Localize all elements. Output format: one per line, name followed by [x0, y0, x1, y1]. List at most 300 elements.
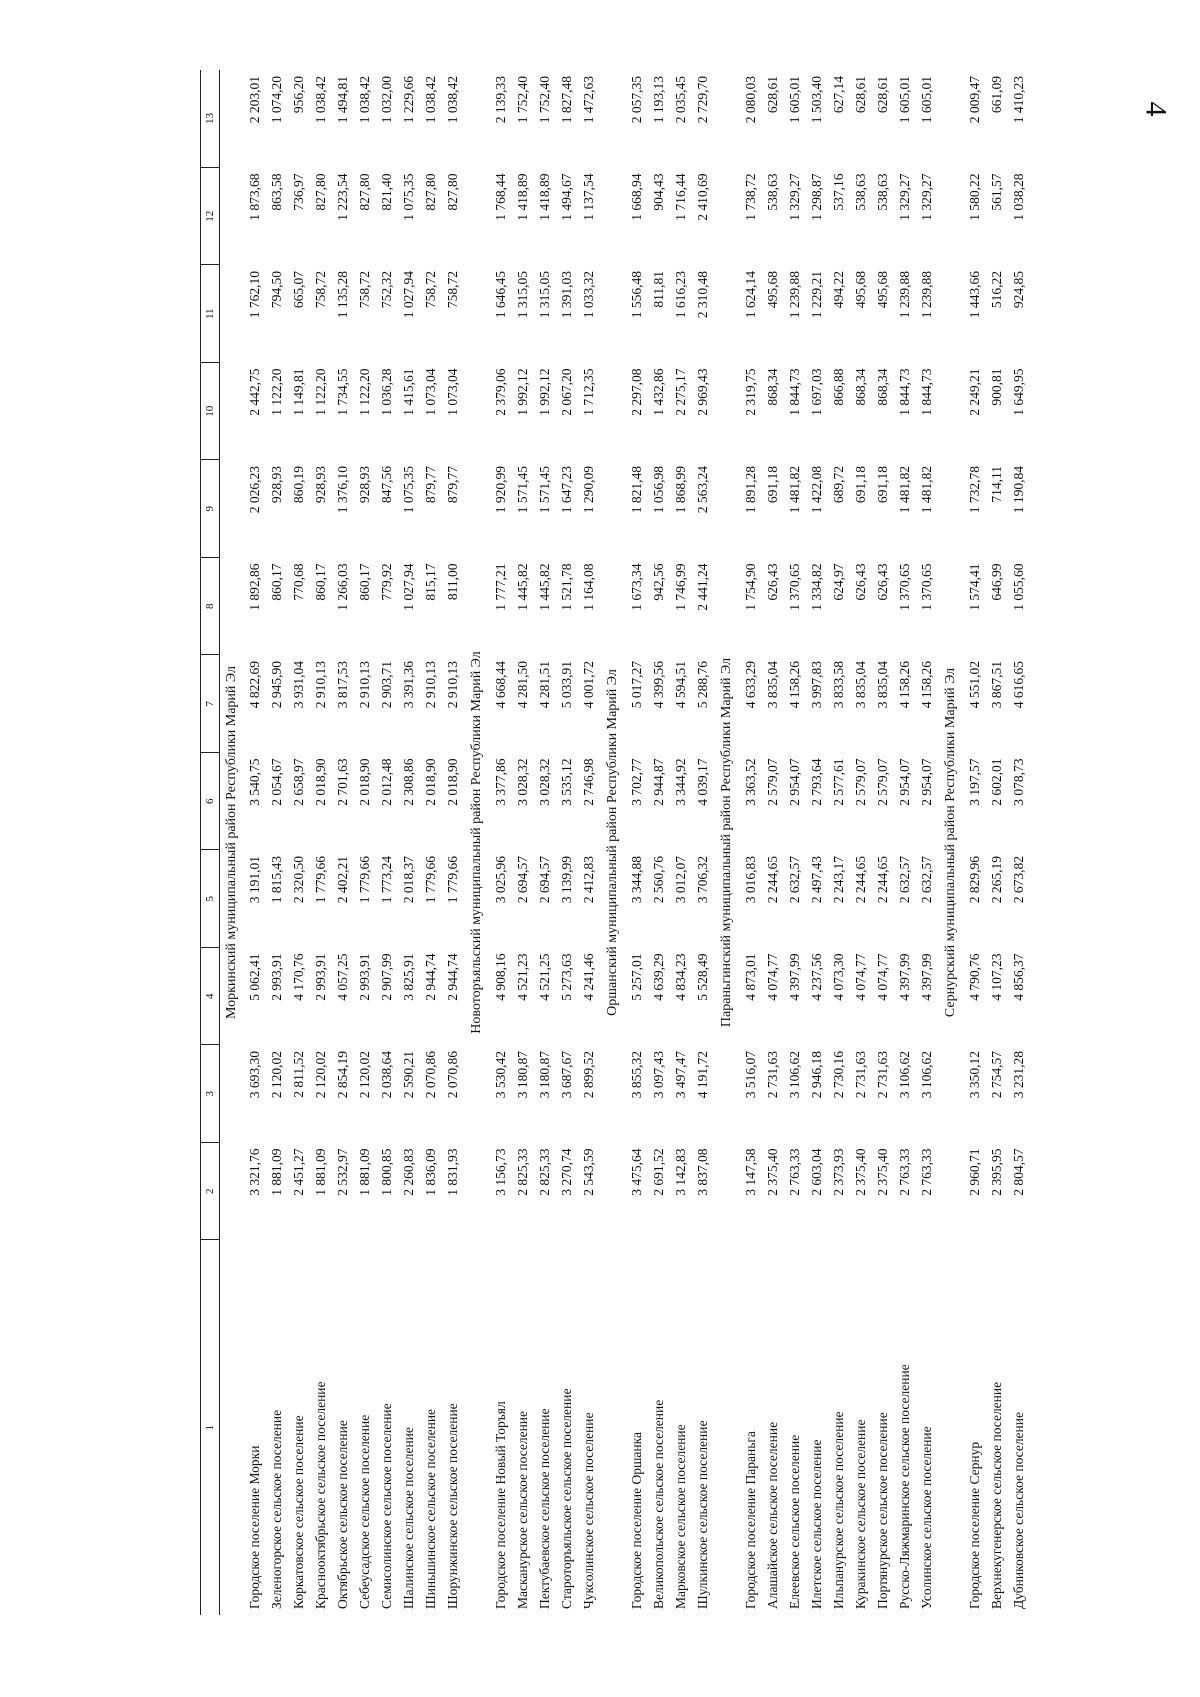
table-cell: 4 158,26	[919, 661, 935, 709]
table-cell: 3 139,99	[559, 856, 575, 904]
table-cell: 2 730,16	[831, 1051, 847, 1099]
table-cell: 1 762,10	[247, 271, 263, 319]
table-cell: 2 694,57	[515, 856, 531, 904]
table-cell: 2 054,67	[269, 758, 285, 806]
table-cell: 827,80	[445, 173, 461, 211]
table-cell: 624,97	[831, 563, 847, 601]
table-cell: 794,50	[269, 271, 285, 309]
table-row	[442, 70, 464, 1615]
table-row	[420, 70, 442, 1615]
table-cell: 860,17	[357, 563, 373, 601]
table-cell: 758,72	[423, 271, 439, 309]
table-cell: 1 752,40	[515, 76, 531, 124]
settlement-name: Марковское сельское поселение	[673, 1424, 689, 1609]
table-cell: 2 410,69	[695, 173, 711, 221]
table-cell: 2 993,91	[357, 953, 373, 1001]
table-cell: 3 270,74	[559, 1148, 575, 1196]
table-cell: 2 899,52	[581, 1051, 597, 1099]
table-row	[784, 70, 806, 1615]
settlement-name: Городское поселение Сернур	[967, 1441, 983, 1609]
table-cell: 4 908,16	[493, 953, 509, 1001]
table-cell: 3 191,01	[247, 856, 263, 904]
table-cell: 2 579,07	[765, 758, 781, 806]
table-cell: 3 693,30	[247, 1051, 263, 1099]
table-cell: 2 265,19	[989, 856, 1005, 904]
table-cell: 2 993,91	[269, 953, 285, 1001]
table-cell: 2 057,35	[629, 76, 645, 124]
table-cell: 924,85	[1011, 271, 1027, 309]
table-cell: 1 673,34	[629, 563, 645, 611]
table-cell: 4 521,23	[515, 953, 531, 1001]
settlement-name: Ильпанурское сельское поселение	[831, 1411, 847, 1609]
table-cell: 2 811,52	[291, 1051, 307, 1098]
table-cell: 3 180,87	[515, 1051, 531, 1099]
region-title: Параньгинский муниципальный район Республики Марий Эл	[719, 657, 734, 1028]
table-cell: 1 992,12	[537, 368, 553, 416]
table-cell: 1 055,60	[1011, 563, 1027, 611]
table-cell: 758,72	[357, 271, 373, 309]
table-cell: 1 881,09	[313, 1148, 329, 1196]
table-cell: 4 281,50	[515, 661, 531, 709]
table-cell: 5 288,76	[695, 661, 711, 709]
table-cell: 2 910,13	[423, 661, 439, 709]
table-cell: 2 579,07	[853, 758, 869, 806]
table-cell: 1 571,45	[515, 466, 531, 514]
table-cell: 4 616,65	[1011, 661, 1027, 709]
table-cell: 860,17	[269, 563, 285, 601]
table-cell: 1 738,72	[743, 173, 759, 221]
table-cell: 1 844,73	[919, 368, 935, 416]
table-cell: 3 931,04	[291, 661, 307, 709]
region-title: Оршанский муниципальный район Республики Марий Эл	[605, 669, 620, 1016]
table-cell: 1 827,48	[559, 76, 575, 124]
table-cell: 2 632,57	[919, 856, 935, 904]
table-cell: 2 763,33	[787, 1148, 803, 1196]
table-cell: 3 835,04	[765, 661, 781, 709]
table-cell: 2 120,02	[313, 1051, 329, 1099]
column-header: 9	[201, 460, 220, 558]
column-header: 5	[201, 850, 220, 948]
table-cell: 2 577,61	[831, 758, 847, 806]
table-cell: 1 821,48	[629, 466, 645, 514]
table-cell: 1 616,23	[673, 271, 689, 319]
settlement-name: Зеленогорское сельское поселение	[269, 1409, 285, 1609]
table-cell: 827,80	[357, 173, 373, 211]
table-cell: 1 779,66	[423, 856, 439, 904]
table-cell: 2 632,57	[897, 856, 913, 904]
table-cell: 3 231,28	[1011, 1051, 1027, 1099]
table-cell: 1 038,42	[357, 76, 373, 124]
table-cell: 3 350,12	[967, 1051, 983, 1099]
table-cell: 868,34	[875, 368, 891, 406]
table-row	[850, 70, 872, 1615]
table-row	[490, 70, 512, 1615]
table-cell: 1 122,20	[269, 368, 285, 416]
region-title: Сернурский муниципальный район Республики Марий Эл	[943, 667, 958, 1018]
table-cell: 2 375,40	[765, 1148, 781, 1196]
table-cell: 3 997,83	[809, 661, 825, 709]
table-cell: 2 673,82	[1011, 856, 1027, 904]
settlement-name: Портянурское сельское поселение	[875, 1412, 891, 1609]
settlement-name: Шорунжинское сельское поселение	[445, 1403, 461, 1609]
table-cell: 1 892,86	[247, 563, 263, 611]
table-cell: 3 837,08	[695, 1148, 711, 1196]
table-cell: 1 239,88	[787, 271, 803, 319]
table-cell: 1 605,01	[919, 76, 935, 124]
table-cell: 1 779,66	[313, 856, 329, 904]
table-row	[872, 70, 894, 1615]
table-cell: 1 410,23	[1011, 76, 1027, 124]
table-cell: 1 073,04	[445, 368, 461, 416]
table-row	[986, 70, 1008, 1615]
settlement-name: Куракинское сельское поселение	[853, 1419, 869, 1609]
table-cell: 2 319,75	[743, 368, 759, 416]
table-cell: 494,22	[831, 271, 847, 309]
table-cell: 3 147,58	[743, 1148, 759, 1196]
table-cell: 900,81	[989, 368, 1005, 406]
table-cell: 2 829,96	[967, 856, 983, 904]
table-cell: 628,61	[765, 76, 781, 114]
table-cell: 1 190,84	[1011, 466, 1027, 514]
table-cell: 2 412,83	[581, 856, 597, 904]
table-row	[762, 70, 784, 1615]
table-cell: 689,72	[831, 466, 847, 504]
table-cell: 2 018,90	[313, 758, 329, 806]
table-cell: 5 257,01	[629, 953, 645, 1001]
table-cell: 752,32	[379, 271, 395, 309]
table-row	[964, 70, 986, 1615]
table-cell: 1 746,99	[673, 563, 689, 611]
table-cell: 2 070,86	[423, 1051, 439, 1099]
table-cell: 1 027,94	[401, 563, 417, 611]
table-cell: 2 954,07	[897, 758, 913, 806]
table-cell: 1 481,82	[787, 466, 803, 514]
table-row	[534, 70, 556, 1615]
table-cell: 4 001,72	[581, 661, 597, 709]
table-cell: 2 729,70	[695, 76, 711, 124]
table-cell: 1 605,01	[897, 76, 913, 124]
table-cell: 2 497,43	[809, 856, 825, 904]
settlement-name: Пектубаевское сельское поселение	[537, 1408, 553, 1609]
settlement-name: Городское поселение Параньга	[743, 1431, 759, 1609]
table-cell: 2 602,01	[989, 758, 1005, 806]
table-row	[894, 70, 916, 1615]
table-row	[376, 70, 398, 1615]
table-cell: 1 122,20	[313, 368, 329, 416]
table-cell: 1 868,99	[673, 466, 689, 514]
table-cell: 2 009,47	[967, 76, 983, 124]
table-row	[1008, 70, 1030, 1615]
table-cell: 1 873,68	[247, 173, 263, 221]
settlement-name: Дубниковское сельское поселение	[1011, 1412, 1027, 1609]
table-cell: 628,61	[853, 76, 869, 114]
table-row	[556, 70, 578, 1615]
table-cell: 2 139,33	[493, 76, 509, 124]
table-cell: 2 297,08	[629, 368, 645, 416]
table-cell: 3 106,62	[919, 1051, 935, 1099]
table-cell: 626,43	[853, 563, 869, 601]
table-cell: 1 646,45	[493, 271, 509, 319]
table-cell: 5 017,27	[629, 661, 645, 709]
table-cell: 1 649,95	[1011, 368, 1027, 416]
table-cell: 1 229,21	[809, 271, 825, 319]
table-cell: 1 073,04	[423, 368, 439, 416]
table-cell: 1 481,82	[897, 466, 913, 514]
table-cell: 2 244,65	[875, 856, 891, 904]
table-cell: 3 687,67	[559, 1051, 575, 1099]
table-cell: 1 298,87	[809, 173, 825, 221]
settlement-name: Шалинское сельское поселение	[401, 1427, 417, 1609]
table-cell: 3 540,75	[247, 758, 263, 806]
table-cell: 3 702,77	[629, 758, 645, 806]
table-cell: 3 156,73	[493, 1148, 509, 1196]
table-cell: 2 754,57	[989, 1051, 1005, 1099]
table-cell: 879,77	[445, 466, 461, 504]
table-body	[220, 70, 1031, 1615]
column-header: 11	[201, 265, 220, 363]
table-cell: 561,57	[989, 173, 1005, 211]
table-cell: 2 903,71	[379, 661, 395, 709]
table-cell: 2 944,74	[423, 953, 439, 1001]
table-cell: 1 445,82	[515, 563, 531, 611]
table-cell: 2 018,90	[423, 758, 439, 806]
table-cell: 2 793,64	[809, 758, 825, 806]
table-cell: 3 078,73	[1011, 758, 1027, 806]
table-cell: 758,72	[313, 271, 329, 309]
table-cell: 827,80	[423, 173, 439, 211]
region-title-row	[220, 70, 245, 1615]
table-cell: 2 731,63	[853, 1051, 869, 1099]
table-cell: 4 822,69	[247, 661, 263, 709]
table-cell: 1 732,78	[967, 466, 983, 514]
table-cell: 4 107,23	[989, 953, 1005, 1001]
table-cell: 2 395,95	[989, 1148, 1005, 1196]
table-cell: 2 308,86	[401, 758, 417, 806]
table-cell: 2 804,57	[1011, 1148, 1027, 1196]
table-cell: 2 954,07	[919, 758, 935, 806]
table-cell: 714,11	[989, 466, 1005, 503]
table-cell: 1 038,42	[445, 76, 461, 124]
table-cell: 626,43	[875, 563, 891, 601]
settlement-name: Елеевское сельское поселение	[787, 1434, 803, 1609]
table-cell: 2 018,90	[445, 758, 461, 806]
table-cell: 2 243,17	[831, 856, 847, 904]
settlement-name: Городское поселение Новый Торъял	[493, 1401, 509, 1609]
table-cell: 1 754,90	[743, 563, 759, 611]
table-cell: 928,93	[313, 466, 329, 504]
table-cell: 1 075,35	[401, 173, 417, 221]
table-row	[288, 70, 310, 1615]
table-cell: 2 375,40	[853, 1148, 869, 1196]
table-row	[692, 70, 714, 1615]
table-cell: 3 344,88	[629, 856, 645, 904]
table-cell: 538,63	[765, 173, 781, 211]
table-cell: 866,88	[831, 368, 847, 406]
table-cell: 1 891,28	[743, 466, 759, 514]
table-cell: 2 441,24	[695, 563, 711, 611]
table-cell: 758,72	[445, 271, 461, 309]
table-cell: 1 503,40	[809, 76, 825, 124]
table-row	[354, 70, 376, 1615]
table-cell: 2 026,23	[247, 466, 263, 514]
table-cell: 4 397,99	[787, 953, 803, 1001]
table-cell: 1 992,12	[515, 368, 531, 416]
table-cell: 1 844,73	[897, 368, 913, 416]
table-cell: 2 442,75	[247, 368, 263, 416]
table-cell: 1 472,63	[581, 76, 597, 124]
table-cell: 2 543,59	[581, 1148, 597, 1196]
table-cell: 1 920,99	[493, 466, 509, 514]
column-header: 8	[201, 558, 220, 656]
region-title: Моркинский муниципальный район Республики Марий Эл	[224, 666, 239, 1019]
table-cell: 3 025,96	[493, 856, 509, 904]
table-cell: 2 563,24	[695, 466, 711, 514]
table-cell: 2 320,50	[291, 856, 307, 904]
settlement-name: Шиньшинское сельское поселение	[423, 1408, 439, 1609]
table-cell: 1 779,66	[445, 856, 461, 904]
table-cell: 2 907,99	[379, 953, 395, 1001]
table-cell: 1 027,94	[401, 271, 417, 319]
table-cell: 1 032,00	[379, 76, 395, 124]
table-cell: 1 752,40	[537, 76, 553, 124]
table-cell: 1 773,24	[379, 856, 395, 904]
table-row	[578, 70, 600, 1615]
table-cell: 1 668,94	[629, 173, 645, 221]
table-cell: 3 363,52	[743, 758, 759, 806]
table-cell: 2 763,33	[919, 1148, 935, 1196]
table-cell: 2 244,65	[765, 856, 781, 904]
table-cell: 2 944,74	[445, 953, 461, 1001]
table-cell: 4 397,99	[897, 953, 913, 1001]
table-cell: 3 180,87	[537, 1051, 553, 1099]
table-cell: 2 945,90	[269, 661, 285, 709]
table-cell: 516,22	[989, 271, 1005, 309]
table-cell: 538,63	[875, 173, 891, 211]
table-cell: 626,43	[765, 563, 781, 601]
table-cell: 3 106,62	[897, 1051, 913, 1099]
table-cell: 1 315,05	[537, 271, 553, 319]
table-cell: 2 275,17	[673, 368, 689, 416]
settlement-name: Илетское сельское поселение	[809, 1439, 825, 1609]
table-cell: 2 954,07	[787, 758, 803, 806]
table-cell: 4 873,01	[743, 953, 759, 1001]
region-title-row	[464, 70, 490, 1615]
table-cell: 928,93	[269, 466, 285, 504]
table-cell: 1 370,65	[787, 563, 803, 611]
table-cell: 928,93	[357, 466, 373, 504]
table-cell: 868,34	[765, 368, 781, 406]
table-cell: 4 191,72	[695, 1051, 711, 1099]
table-cell: 3 106,62	[787, 1051, 803, 1099]
table-cell: 4 639,29	[651, 953, 667, 1001]
table-row	[670, 70, 692, 1615]
table-cell: 1 571,45	[537, 466, 553, 514]
settlement-name: Масканурское сельское поселение	[515, 1410, 531, 1609]
table-cell: 860,17	[313, 563, 329, 601]
table-cell: 1 239,88	[897, 271, 913, 319]
settlement-name: Семисолинское сельское поселение	[379, 1403, 395, 1609]
table-cell: 1 443,66	[967, 271, 983, 319]
table-row	[512, 70, 534, 1615]
table-cell: 1 135,28	[335, 271, 351, 319]
column-header: 6	[201, 753, 220, 851]
table-cell: 1 137,54	[581, 173, 597, 221]
table-cell: 5 062,41	[247, 953, 263, 1001]
table-cell: 815,17	[423, 563, 439, 601]
region-title: Новоторъяльский муниципальный район Республики Марий Эл	[469, 651, 484, 1034]
table-cell: 1 779,66	[357, 856, 373, 904]
table-cell: 2 070,86	[445, 1051, 461, 1099]
settlement-name: Октябрьское сельское поселение	[335, 1420, 351, 1609]
table-cell: 1 422,08	[809, 466, 825, 514]
table-cell: 2 825,33	[515, 1148, 531, 1196]
table-row	[648, 70, 670, 1615]
table-cell: 1 881,09	[269, 1148, 285, 1196]
table-cell: 904,43	[651, 173, 667, 211]
table-cell: 3 497,47	[673, 1051, 689, 1099]
table-cell: 2 402,21	[335, 856, 351, 904]
table-cell: 4 170,76	[291, 953, 307, 1001]
table-cell: 1 712,35	[581, 368, 597, 416]
table-cell: 736,97	[291, 173, 307, 211]
table-cell: 2 203,01	[247, 76, 263, 124]
table-cell: 3 833,58	[831, 661, 847, 709]
table-cell: 811,00	[445, 563, 461, 601]
table-cell: 1 494,81	[335, 76, 351, 124]
table-cell: 3 516,07	[743, 1051, 759, 1099]
table-cell: 2 910,13	[445, 661, 461, 709]
column-header: 4	[201, 948, 220, 1046]
table-cell: 495,68	[875, 271, 891, 309]
table-cell: 2 910,13	[357, 661, 373, 709]
table-cell: 1 556,48	[629, 271, 645, 319]
table-cell: 1 033,32	[581, 271, 597, 319]
table-cell: 3 391,36	[401, 661, 417, 709]
table-cell: 2 451,27	[291, 1148, 307, 1196]
table-cell: 879,77	[423, 466, 439, 504]
table-cell: 4 073,30	[831, 953, 847, 1001]
table-cell: 2 910,13	[313, 661, 329, 709]
settlement-name: Усолинское сельское поселение	[919, 1426, 935, 1609]
region-title-row	[600, 70, 626, 1615]
table-cell: 1 777,21	[493, 563, 509, 611]
table-cell: 2 120,02	[269, 1051, 285, 1099]
table-cell: 1 574,41	[967, 563, 983, 611]
table-cell: 3 377,86	[493, 758, 509, 806]
table-cell: 627,14	[831, 76, 847, 114]
table-cell: 3 097,43	[651, 1051, 667, 1099]
table-cell: 4 158,26	[787, 661, 803, 709]
table-cell: 1 445,82	[537, 563, 553, 611]
table-cell: 2 038,64	[379, 1051, 395, 1099]
table-cell: 2 946,18	[809, 1051, 825, 1099]
table-row	[244, 70, 266, 1615]
table-cell: 1 734,55	[335, 368, 351, 416]
table-cell: 3 016,83	[743, 856, 759, 904]
table-cell: 1 075,35	[401, 466, 417, 514]
table-cell: 4 241,46	[581, 953, 597, 1001]
table-cell: 3 855,32	[629, 1051, 645, 1099]
settlement-name: Шулкинское сельское поселение	[695, 1420, 711, 1609]
table-cell: 1 229,66	[401, 76, 417, 124]
table-cell: 2 944,87	[651, 758, 667, 806]
table-cell: 1 239,88	[919, 271, 935, 319]
table-cell: 2 560,76	[651, 856, 667, 904]
table-cell: 1 370,65	[919, 563, 935, 611]
table-cell: 4 834,23	[673, 953, 689, 1001]
table-cell: 1 521,78	[559, 563, 575, 611]
table-cell: 646,99	[989, 563, 1005, 601]
